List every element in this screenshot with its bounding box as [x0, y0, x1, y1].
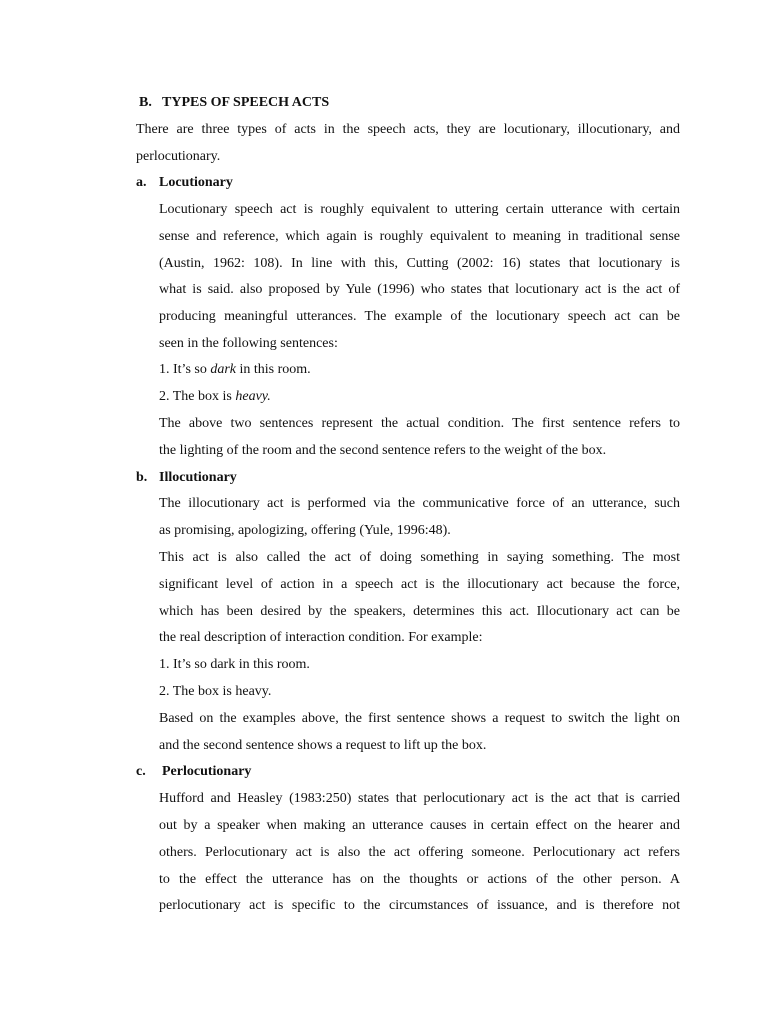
paragraph-line: what is said. also proposed by Yule (1996) who states that locutionary act is the act of	[159, 282, 680, 297]
paragraph-line: producing meaningful utterances. The example of the locutionary speech act can be	[159, 309, 680, 324]
example-text: 2. The box is	[159, 389, 236, 404]
paragraph-line: The above two sentences represent the actual condition. The first sentence refers to	[159, 416, 680, 431]
section-heading: TYPES OF SPEECH ACTS	[162, 95, 330, 110]
paragraph-line: sense and reference, which again is roughly equivalent to meaning in traditional sense	[159, 229, 680, 244]
paragraph-line: as promising, apologizing, offering (Yule, 1996:48).	[159, 523, 451, 538]
example-text: in this room.	[236, 362, 311, 377]
paragraph-line: to the effect the utterance has on the thoughts or actions of the other person. A	[159, 872, 680, 887]
section-title-perlocutionary: Perlocutionary	[162, 764, 252, 779]
paragraph-line: seen in the following sentences:	[159, 336, 338, 351]
paragraph-line: others. Perlocutionary act is also the act offering someone. Perlocutionary act refers	[159, 845, 680, 860]
paragraph-line: Hufford and Heasley (1983:250) states that perlocutionary act is the act that is carried	[159, 791, 680, 806]
example-sentence-2: 2. The box is heavy.	[159, 684, 272, 699]
paragraph-line: Based on the examples above, the first sentence shows a request to switch the light on	[159, 711, 680, 726]
example-emphasis: heavy.	[235, 389, 271, 404]
section-marker-c: c.	[136, 764, 146, 779]
paragraph-line: perlocutionary act is specific to the circumstances of issuance, and is therefore not	[159, 898, 680, 913]
paragraph-line: and the second sentence shows a request to lift up the box.	[159, 738, 487, 753]
intro-line-1: There are three types of acts in the speech acts, they are locutionary, illocutionary, and	[136, 122, 680, 137]
example-sentence-1	[159, 361, 311, 379]
intro-line-2: perlocutionary.	[136, 149, 221, 164]
example-text: 1. It’s so	[159, 362, 211, 377]
example-sentence-1: 1. It’s so dark in this room.	[159, 657, 310, 672]
paragraph-line: out by a speaker when making an utterance causes in certain effect on the hearer and	[159, 818, 680, 833]
section-marker-b-main: B.	[139, 95, 152, 110]
paragraph-line: the lighting of the room and the second sentence refers to the weight of the box.	[159, 443, 607, 458]
example-emphasis: dark	[210, 362, 237, 377]
paragraph-line: which has been desired by the speakers, determines this act. Illocutionary act can be	[159, 604, 680, 619]
section-marker-a: a.	[136, 175, 147, 190]
paragraph-line: Locutionary speech act is roughly equivalent to uttering certain utterance with certain	[159, 202, 680, 217]
paragraph-line: This act is also called the act of doing something in saying something. The most	[159, 550, 680, 565]
section-title-illocutionary: Illocutionary	[159, 470, 237, 485]
section-title-locutionary: Locutionary	[159, 175, 233, 190]
paragraph-line: significant level of action in a speech act is the illocutionary act because the force,	[159, 577, 680, 592]
paragraph-line: (Austin, 1962: 108). In line with this, Cutting (2002: 16) states that locutionary is	[159, 256, 680, 271]
paragraph-line: the real description of interaction condition. For example:	[159, 630, 483, 645]
paragraph-line: The illocutionary act is performed via the communicative force of an utterance, such	[159, 496, 680, 511]
section-marker-b: b.	[136, 470, 148, 485]
example-sentence-2	[159, 388, 271, 406]
